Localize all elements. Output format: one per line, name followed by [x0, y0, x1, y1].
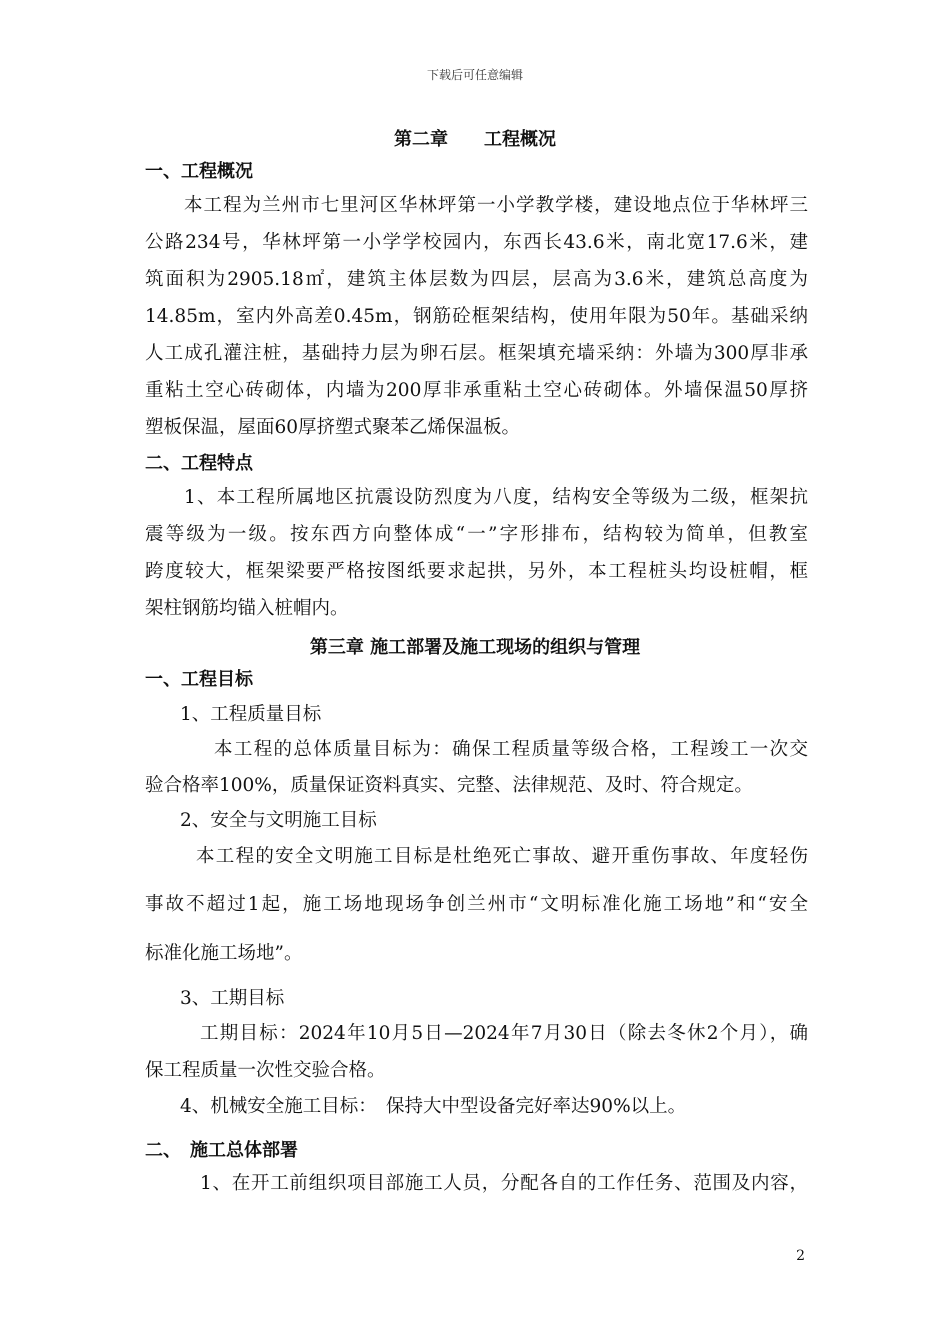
paragraph-line: 跨度较大，框架梁要严格按图纸要求起拱，另外，本工程桩头均设桩帽，框: [145, 561, 808, 582]
paragraph-line: 重粘土空心砖砌体，内墙为200厚非承重粘土空心砖砌体。外墙保温50厚挤: [145, 380, 808, 401]
paragraph-line: 筑面积为2905.18㎡，建筑主体层数为四层，层高为3.6米，建筑总高度为: [145, 269, 808, 290]
paragraph-line: 1、在开工前组织项目部施工人员，分配各自的工作任务、范围及内容，: [200, 1173, 808, 1194]
goal-4-line: 4、机械安全施工目标： 保持大中型设备完好率达90%以上。: [180, 1096, 687, 1117]
paragraph-line: 14.85m，室内外高差0.45m，钢筋砼框架结构，使用年限为50年。基础采纳: [145, 306, 808, 327]
paragraph-line: 工期目标：2024年10月5日—2024年7月30日（除去冬休2个月），确: [200, 1023, 808, 1044]
paragraph-line: 保工程质量一次性交验合格。: [145, 1060, 386, 1081]
ch3-section-1-heading: 一、工程目标: [145, 669, 253, 690]
header-note: 下载后可任意编辑: [426, 68, 523, 82]
section-2-heading: 二、工程特点: [145, 453, 253, 474]
paragraph-line: 震等级为一级。按东西方向整体成“一”字形排布，结构较为简单，但教室: [145, 524, 808, 545]
goal-2-title: 2、安全与文明施工目标: [180, 810, 377, 831]
goal-1-title: 1、工程质量目标: [180, 704, 322, 725]
page-number: 2: [796, 1248, 805, 1264]
paragraph-line: 本工程的安全文明施工目标是杜绝死亡事故、避开重伤事故、年度轻伤: [196, 846, 808, 867]
paragraph-line: 事故不超过1起，施工场地现场争创兰州市“文明标准化施工场地”和“安全: [145, 894, 808, 915]
paragraph-line: 本工程为兰州市七里河区华林坪第一小学教学楼，建设地点位于华林坪三: [184, 195, 808, 216]
paragraph-line: 人工成孔灌注桩，基础持力层为卵石层。框架填充墙采纳：外墙为300厚非承: [145, 343, 808, 364]
goal-3-title: 3、工期目标: [180, 988, 285, 1009]
ch3-section-2-heading: 二、 施工总体部署: [145, 1140, 298, 1161]
paragraph-line: 塑板保温，屋面60厚挤塑式聚苯乙烯保温板。: [145, 417, 521, 438]
paragraph-line: 标准化施工场地”。: [145, 943, 303, 964]
paragraph-line: 本工程的总体质量目标为：确保工程质量等级合格，工程竣工一次交: [214, 739, 808, 760]
section-1-heading: 一、工程概况: [145, 161, 253, 182]
chapter-2-title: 第二章 工程概况: [394, 129, 556, 150]
paragraph-line: 架柱钢筋均锚入桩帽内。: [145, 598, 349, 619]
chapter-3-title: 第三章 施工部署及施工现场的组织与管理: [309, 637, 641, 658]
paragraph-line: 1、本工程所属地区抗震设防烈度为八度，结构安全等级为二级，框架抗: [184, 487, 808, 508]
paragraph-line: 验合格率100%，质量保证资料真实、完整、法律规范、及时、符合规定。: [145, 775, 753, 796]
paragraph-line: 公路234号，华林坪第一小学学校园内，东西长43.6米，南北宽17.6米，建: [145, 232, 808, 253]
